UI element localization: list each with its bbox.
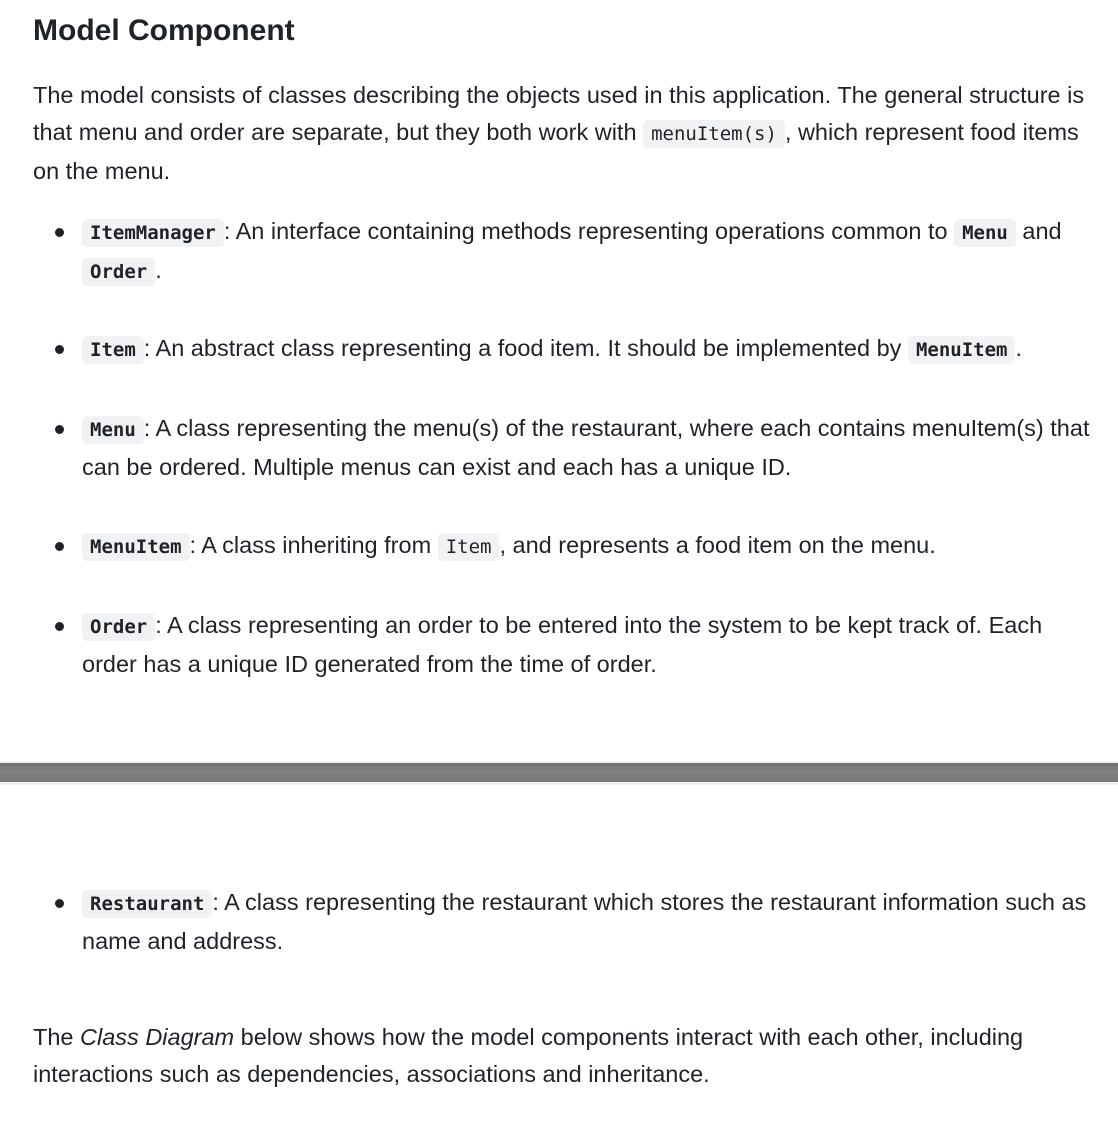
item-text: , and represents a food item on the menu. [499, 532, 936, 558]
outro-text: The [33, 1024, 81, 1050]
item-text: : A class representing the menu(s) of the restaurant, where each contains menuItem(s) that can be ordered. Multiple menus can exist and each has a unique ID. [82, 415, 1090, 480]
item-text: : A class inheriting from [189, 532, 438, 558]
list-item [82, 213, 1092, 291]
inline-code: MenuItem [82, 533, 190, 561]
inline-code: Menu [954, 219, 1016, 247]
inline-code: ItemManager [82, 219, 224, 247]
intro-paragraph [33, 77, 1093, 190]
list-item [82, 410, 1092, 486]
page-divider [0, 761, 1118, 785]
intro-text: The model consists of classes describing the objects used in this application. The general structure is that menu and order are separate, but they both work with [33, 82, 1085, 145]
inline-code: Restaurant [82, 890, 212, 918]
inline-code: Menu [82, 416, 144, 444]
item-text: . [1015, 335, 1022, 361]
section-title: Model Component [33, 14, 295, 47]
inline-code: Order [82, 258, 155, 286]
list-item [82, 607, 1092, 683]
item-text: . [155, 257, 162, 283]
inline-code: MenuItem [908, 336, 1016, 364]
inline-code: Item [82, 336, 144, 364]
list-item [82, 330, 1092, 369]
item-text: : An abstract class representing a food item. It should be implemented by [143, 335, 908, 361]
item-text: : A class representing the restaurant which stores the restaurant information such as name and address. [82, 889, 1087, 954]
item-text: and [1015, 218, 1062, 244]
item-text: : An interface containing methods representing operations common to [223, 218, 955, 244]
outro-paragraph [33, 1019, 1093, 1093]
intro-text: , which represent food items on the menu. [33, 119, 1079, 184]
inline-code: Item [438, 533, 500, 561]
list-item [82, 527, 1092, 566]
list-item [82, 884, 1092, 960]
emphasis: Class Diagram [80, 1024, 235, 1050]
inline-code: Order [82, 613, 155, 641]
inline-code: menuItem(s) [643, 120, 785, 148]
item-text: : A class representing an order to be entered into the system to be kept track of. Each order has a unique ID generated from the time of order. [82, 612, 1043, 677]
outro-text: below shows how the model components interact with each other, including interactions such as dependencies, associations and inheritance. [33, 1024, 1024, 1087]
